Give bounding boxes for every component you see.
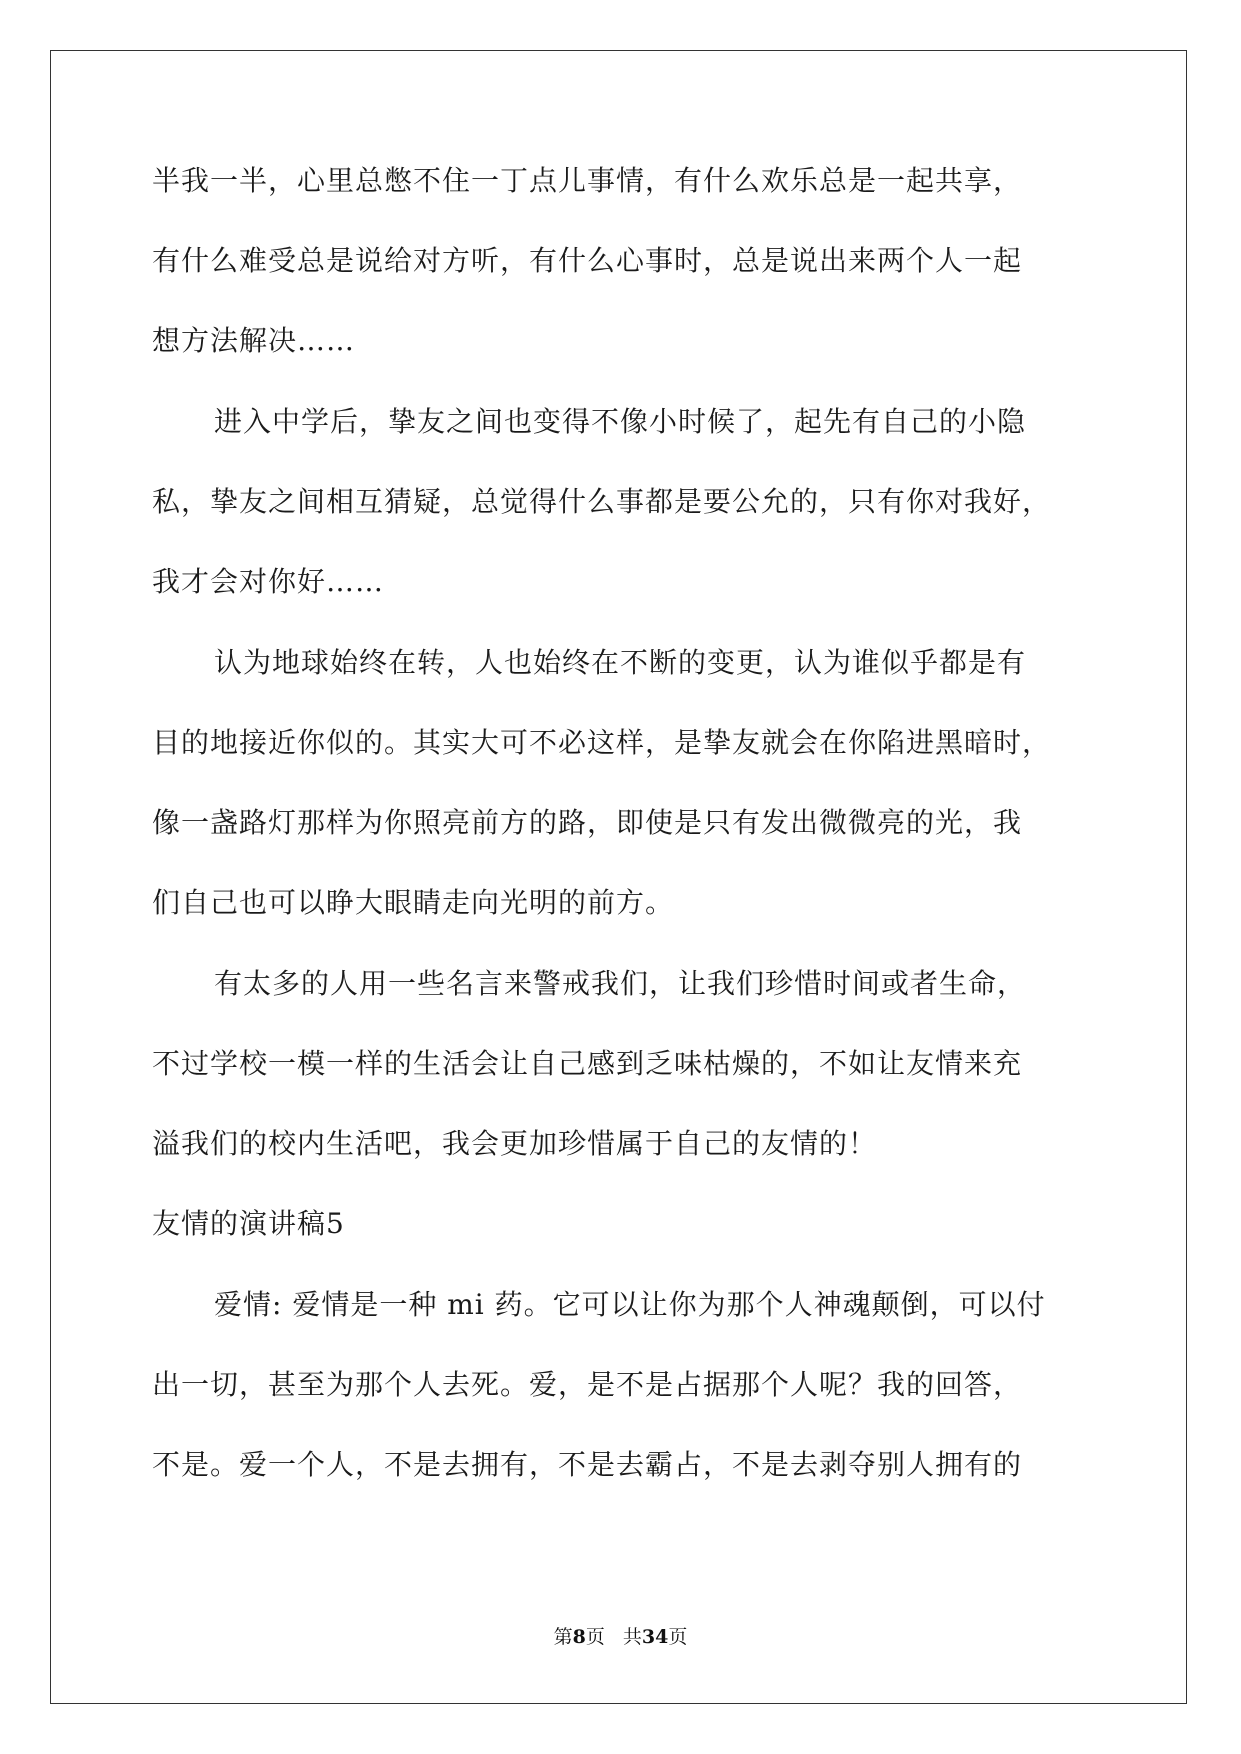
paragraph-start-line: 认为地球始终在转，人也始终在不断的变更，认为谁似乎都是有 [214,646,1027,679]
text-line: 不过学校一模一样的生活会让自己感到乏味枯燥的，不如让友情来充 [152,1047,1023,1080]
text-line: 私，挚友之间相互猜疑，总觉得什么事都是要公允的，只有你对我好， [152,485,1052,518]
text-line: 有什么难受总是说给对方听，有什么心事时，总是说出来两个人一起 [152,244,1023,277]
text-line: 像一盏路灯那样为你照亮前方的路，即使是只有发出微微亮的光，我 [152,806,1023,839]
section-heading: 友情的演讲稿5 [152,1207,345,1240]
footer-page-word: 页 [585,1626,605,1648]
text-line: 我才会对你好…… [152,565,385,598]
footer-prefix: 第 [553,1626,573,1648]
text-line: 们自己也可以睁大眼睛走向光明的前方。 [152,886,675,919]
total-pages-number: 34 [641,1626,669,1648]
current-page-number: 8 [572,1626,586,1648]
paragraph-start-line: 进入中学后，挚友之间也变得不像小时候了，起先有自己的小隐 [214,405,1027,438]
paragraph-start-line: 爱情: 爱情是一种 mi 药。它可以让你为那个人神魂颠倒，可以付 [214,1288,1046,1321]
text-line: 想方法解决…… [152,324,356,357]
text-line: 目的地接近你似的。其实大可不必这样，是挚友就会在你陷进黑暗时， [152,726,1052,759]
page-footer [0,1622,1241,1649]
text-line: 半我一半，心里总憋不住一丁点儿事情，有什么欢乐总是一起共享， [152,164,1023,197]
footer-total-prefix: 共 [622,1626,642,1648]
footer-total-suffix: 页 [668,1626,688,1648]
text-line: 溢我们的校内生活吧，我会更加珍惜属于自己的友情的！ [152,1127,878,1160]
text-line: 不是。爱一个人，不是去拥有，不是去霸占，不是去剥夺别人拥有的 [152,1448,1023,1481]
paragraph-start-line: 有太多的人用一些名言来警戒我们，让我们珍惜时间或者生命， [214,967,1027,1000]
text-line: 出一切，甚至为那个人去死。爱，是不是占据那个人呢？我的回答， [152,1368,1023,1401]
